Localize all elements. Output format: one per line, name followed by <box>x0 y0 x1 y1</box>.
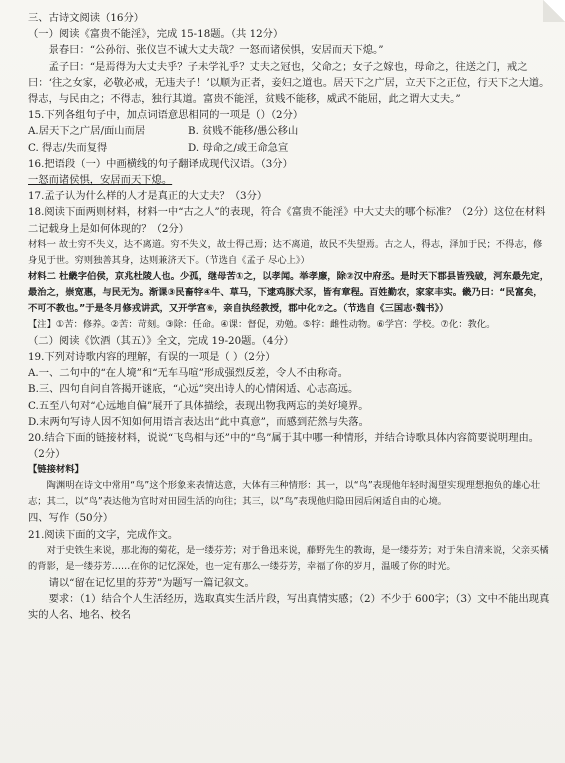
q19-stem: 19.下列对诗歌内容的理解，有误的一项是（ ）（2分） <box>28 351 276 364</box>
q20-link-title: 【链接材料】 <box>28 464 84 476</box>
q19-option-d: D.末两句写诗人因不知如何用语言表达出“此中真意”，而感到茫然与失落。 <box>28 415 369 428</box>
part1-heading: （一）阅读《富贵不能淫》，完成 15-18题。（共 12分） <box>28 28 284 41</box>
section3-title: 三、古诗文阅读（16分） <box>28 12 145 24</box>
q15-option-d: D. 母命之/或王命急宣 <box>188 141 289 154</box>
q21-task: 请以“留在记忆里的芬芳”为题写一篇记叙文。 <box>48 576 255 589</box>
q20-link-text: 陶渊明在诗文中常用“鸟”这个形象来表情达意，大体有三种情形：其一，以“鸟”表现他年轻时渴望实现理想抱负的雄心壮志；其二，以“鸟”表达他为官时对田园生活的向往；其三，以“鸟”表现他归隐田园后闲适自由的心境。 <box>28 480 541 508</box>
part2-heading: （二）阅读《饮酒（其五）》全文，完成 19-20题。（4分） <box>28 334 295 347</box>
q15-stem: 15.下列各组句子中，加点词语意思相同的一项是（）（2分） <box>28 109 304 122</box>
q18-material-2: 材料二 杜畿字伯侯，京兆杜陵人也。少孤，继母苦①之，以孝闻。举孝廉，除②汉中府丞。是时天下郡县皆残破，河东最先定，最治之，崇宽惠，与民无为。渐课③民畜牸④牛、草马，下逮鸡豚犬豕，皆有章程。百姓勤农，家家丰实。畿乃曰：“民富矣，不可不教也。”于是冬月修戎讲武，又开学宫⑥，亲自执经教授，郡中化⑦之。（节选自《三国志·魏书》） <box>28 270 550 314</box>
section4-title: 四、写作（50分） <box>28 512 114 525</box>
q18-note: 【注】①苦：修养。②苦：苛刻。③除：任命。④课：督促，劝勉。⑤牸：雌性动物。⑥学宫：学校。⑦化：教化。 <box>28 318 496 330</box>
q15-options-row-1 <box>28 123 550 139</box>
q16-stem: 16.把语段（一）中画横线的句子翻译成现代汉语。（3分） <box>28 157 293 170</box>
q18-material-1: 材料一 故士穷不失义，达不离道。穷不失义，故士得己焉；达不离道，故民不失望焉。古之人，得志，泽加于民；不得志，修身见于世。穷则独善其身，达则兼济天下。（节选自《孟子 尽心上》） <box>28 238 543 266</box>
q15-option-a: A.居天下之广居/面山而居 <box>28 125 146 138</box>
q16-sentence: 一怒而诸侯惧，安居而天下熄。 <box>28 174 173 187</box>
q15-option-c: C. 得志/失而复得 <box>28 141 108 154</box>
q18-stem: 18.阅读下面两则材料，材料一中“古之人”的表现，符合《富贵不能淫》中大丈夫的哪个标准？（2分）这位在材料二记载身上是如何体现的？（2分） <box>28 206 546 235</box>
q19-option-b: B.三、四句自问自答揭开谜底，“心远”突出诗人的心情闲适、心志高远。 <box>28 383 359 396</box>
q20-stem: 20.结合下面的链接材料，说说“飞鸟相与还”中的“鸟”属于其中哪一种情形，并结合诗歌具体内容简要说明理由。（2分） <box>28 432 540 461</box>
q17-stem: 17.孟子认为什么样的人才是真正的大丈夫？（3分） <box>28 190 268 203</box>
q19-option-c: C.五至八句对“心远地自偏”展开了具体描绘，表现出物我两忘的美好境界。 <box>28 399 369 412</box>
exam-document <box>28 10 550 623</box>
q21-prompt-paragraph: 对于史铁生来说，那北海的菊花，是一缕芬芳；对于鲁迅来说，藤野先生的教诲，是一缕芬芳；对于朱自清来说，父亲买橘的背影，是一缕芬芳……在你的记忆深处，也一定有那么一缕芬芳，幸福了你的岁月，温暖了你的时光。 <box>28 544 549 572</box>
passage-paragraph-1: 景春曰：“公孙衍、张仪岂不诚大丈夫哉？一怒而诸侯惧，安居而天下熄。” <box>48 44 384 57</box>
passage-paragraph-2: 孟子曰：“是焉得为大丈夫乎？子未学礼乎？丈夫之冠也，父命之；女子之嫁也，母命之，往送之门，戒之曰：‘往之女家，必敬必戒，无违夫子！’以顺为正者，妾妇之道也。居天下之广居，立天下之正位，行天下之大道。得志，与民由之；不得志，独行其道。富贵不能淫，贫贱不能移，威武不能屈，此之谓大丈夫。” <box>28 60 550 106</box>
q21-requirements: 要求：（1）结合个人生活经历，选取真实生活片段，写出真情实感；（2）不少于 600字；（3）文中不能出现真实的人名、地名、校名 <box>28 593 550 622</box>
q19-option-a: A.一、二句中的“在人境”和“无车马喧”形成强烈反差，令人不由称奇。 <box>28 367 349 380</box>
q15-options-row-2 <box>28 140 550 156</box>
q15-option-b: B. 贫贱不能移/愚公移山 <box>188 125 299 138</box>
q21-stem: 21.阅读下面的文字，完成作文。 <box>28 528 179 541</box>
